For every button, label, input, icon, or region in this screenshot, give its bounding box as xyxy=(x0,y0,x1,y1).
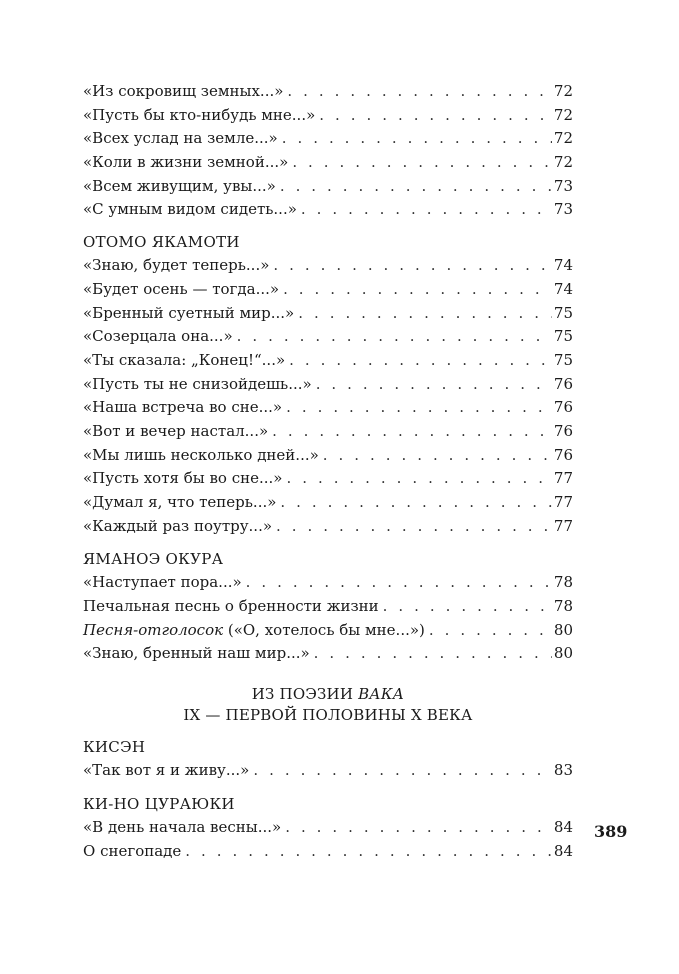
toc-entry[interactable] xyxy=(83,175,573,199)
entry-page: 78 xyxy=(553,597,573,616)
entry-title: «Пусть хотя бы во сне...» xyxy=(83,469,283,488)
toc-entry[interactable] xyxy=(83,619,573,643)
section-title-otomo: ОТОМО ЯКАМОТИ xyxy=(83,233,240,252)
part-heading-prefix: ИЗ ПОЭЗИИ xyxy=(251,685,359,704)
entry-title: «Наступает пора...» xyxy=(83,573,242,592)
entry-page: 72 xyxy=(553,153,573,172)
table-of-contents xyxy=(83,80,573,863)
part-heading-italic: ВАКА xyxy=(358,685,405,704)
toc-group-1 xyxy=(83,80,573,222)
toc-entry[interactable] xyxy=(83,127,573,151)
entry-page: 80 xyxy=(553,644,573,663)
entry-title: «Из сокровищ земных...» xyxy=(83,82,284,100)
leader-dots xyxy=(185,840,552,864)
entry-page: 75 xyxy=(553,303,573,322)
leader-dots xyxy=(301,198,552,222)
leader-dots xyxy=(285,816,552,840)
leader-dots xyxy=(298,302,552,326)
entry-page: 76 xyxy=(553,421,573,440)
part-heading-line-1 xyxy=(83,684,573,705)
leader-dots xyxy=(287,80,552,104)
toc-entry[interactable] xyxy=(83,816,573,840)
entry-title xyxy=(83,619,425,643)
entry-page: 76 xyxy=(553,374,573,393)
leader-dots xyxy=(314,642,552,666)
toc-entry[interactable] xyxy=(83,491,573,515)
entry-title: «В день начала весны...» xyxy=(83,817,282,836)
toc-entry[interactable] xyxy=(83,467,573,491)
entry-page: 77 xyxy=(553,469,573,488)
leader-dots xyxy=(286,396,552,420)
entry-title: «Всех услад на земле...» xyxy=(83,129,278,148)
leader-dots xyxy=(280,491,551,515)
toc-entry[interactable] xyxy=(83,80,573,104)
entry-page: 72 xyxy=(553,129,573,148)
entry-title: «Будет осень — тогда...» xyxy=(83,279,280,298)
leader-dots xyxy=(292,151,552,175)
entry-page: 73 xyxy=(553,200,573,219)
entry-title: Печальная песнь о бренности жизни xyxy=(83,597,379,616)
entry-title: «Коли в жизни земной...» xyxy=(83,153,289,172)
toc-group-5 xyxy=(83,816,573,863)
leader-dots xyxy=(289,349,552,373)
entry-title: «Вот и вечер настал...» xyxy=(83,421,269,440)
entry-title-rest: («О, хотелось бы мне...») xyxy=(223,620,425,639)
leader-dots xyxy=(283,278,552,302)
entry-page: 83 xyxy=(553,761,573,780)
toc-entry[interactable] xyxy=(83,759,573,783)
leader-dots xyxy=(316,373,552,397)
entry-title: «Пусть бы кто-нибудь мне...» xyxy=(83,105,316,124)
toc-group-4 xyxy=(83,759,573,783)
page-number: 389 xyxy=(594,822,628,841)
entry-page: 74 xyxy=(553,256,573,275)
toc-entry[interactable] xyxy=(83,325,573,349)
entry-page: 72 xyxy=(553,82,573,100)
leader-dots xyxy=(246,571,552,595)
part-heading-line-2: IX — ПЕРВОЙ ПОЛОВИНЫ X ВЕКА xyxy=(183,706,473,725)
toc-entry[interactable] xyxy=(83,151,573,175)
toc-entry[interactable] xyxy=(83,278,573,302)
entry-page: 72 xyxy=(553,105,573,124)
leader-dots xyxy=(237,325,552,349)
entry-title: О снегопаде xyxy=(83,841,182,860)
leader-dots xyxy=(429,619,552,643)
toc-group-2 xyxy=(83,254,573,538)
leader-dots xyxy=(323,444,552,468)
toc-entry[interactable] xyxy=(83,444,573,468)
leader-dots xyxy=(383,595,552,619)
entry-title: «Созерцала она...» xyxy=(83,327,233,346)
entry-title: «С умным видом сидеть...» xyxy=(83,200,297,219)
entry-page: 76 xyxy=(553,398,573,417)
section-title-kisen: КИСЭН xyxy=(83,738,146,757)
entry-title: «Думал я, что теперь...» xyxy=(83,493,277,511)
entry-page: 75 xyxy=(553,350,573,369)
toc-entry[interactable] xyxy=(83,396,573,420)
toc-entry[interactable] xyxy=(83,349,573,373)
toc-entry[interactable] xyxy=(83,254,573,278)
leader-dots xyxy=(273,254,552,278)
leader-dots xyxy=(319,104,552,128)
entry-page: 77 xyxy=(553,516,573,535)
entry-page: 84 xyxy=(553,817,573,836)
toc-entry[interactable] xyxy=(83,571,573,595)
leader-dots xyxy=(282,127,552,151)
entry-page: 80 xyxy=(553,620,573,639)
entry-title: «Знаю, бренный наш мир...» xyxy=(83,644,310,663)
toc-entry[interactable] xyxy=(83,420,573,444)
leader-dots xyxy=(286,467,551,491)
entry-title: «Всем живущим, увы...» xyxy=(83,176,276,195)
entry-page: 78 xyxy=(553,573,573,592)
entry-title: «Знаю, будет теперь...» xyxy=(83,256,270,275)
entry-page: 84 xyxy=(553,841,573,860)
leader-dots xyxy=(280,175,552,199)
toc-group-3 xyxy=(83,571,573,666)
entry-title: «Бренный суетный мир...» xyxy=(83,303,295,322)
entry-page: 73 xyxy=(553,176,573,195)
toc-entry[interactable] xyxy=(83,373,573,397)
entry-title: «Ты сказала: „Конец!“...» xyxy=(83,350,286,369)
toc-entry[interactable] xyxy=(83,198,573,222)
toc-entry[interactable] xyxy=(83,840,573,864)
entry-title: «Наша встреча во сне...» xyxy=(83,398,283,417)
entry-title-italic: Песня-отголосок xyxy=(83,620,224,639)
part-heading xyxy=(83,684,573,726)
entry-page: 76 xyxy=(553,445,573,464)
section-title-tsurayuki: КИ-НО ЦУРАЮКИ xyxy=(83,794,235,813)
leader-dots xyxy=(272,420,552,444)
toc-entry[interactable] xyxy=(83,104,573,128)
entry-title: «Каждый раз поутру...» xyxy=(83,516,273,535)
entry-title: «Пусть ты не снизойдешь...» xyxy=(83,374,312,393)
entry-page: 74 xyxy=(553,279,573,298)
section-title-yamanoe: ЯМАНОЭ ОКУРА xyxy=(83,550,224,569)
leader-dots xyxy=(253,759,552,783)
toc-entry[interactable] xyxy=(83,642,573,666)
toc-entry[interactable] xyxy=(83,515,573,539)
entry-title: «Мы лишь несколько дней...» xyxy=(83,445,319,464)
toc-entry[interactable] xyxy=(83,302,573,326)
toc-entry[interactable] xyxy=(83,595,573,619)
entry-title: «Так вот я и живу...» xyxy=(83,761,250,780)
entry-page: 77 xyxy=(553,493,573,511)
leader-dots xyxy=(276,515,552,539)
entry-page: 75 xyxy=(553,327,573,346)
